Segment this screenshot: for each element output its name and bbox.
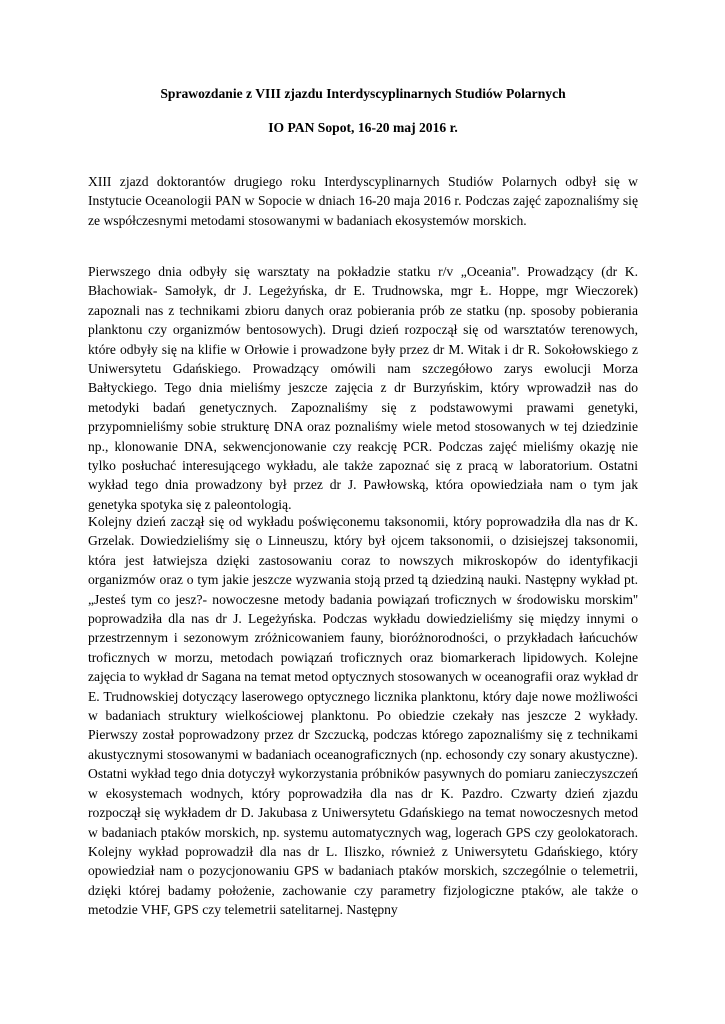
document-title: Sprawozdanie z VIII zjazdu Interdyscyplinarnych Studiów Polarnych [160, 86, 566, 101]
document-subtitle: IO PAN Sopot, 16-20 maj 2016 r. [268, 120, 458, 135]
paragraph-day-three-four [88, 512, 638, 920]
paragraph-text: Pierwszego dnia odbyły się warsztaty na pokładzie statku r/v „Oceania''. Prowadzący (dr K. Błachowiak- Samołyk, dr J. Legeżyńska, dr E. Trudnowska, mgr Ł. Hoppe, mgr Wieczorek) zapoznali nas z technikami zbioru danych oraz pobierania prób ze statku (np. sposoby pobierania planktonu czy organizmów bentosowych). Drugi dzień rozpoczął się od warsztatów terenowych, które odbyły się na klifie w Orłowie i prowadzone były przez dr M. Witak i dr R. Sokołowskiego z Uniwersytetu Gdańskiego. Prowadzący omówili nam szczegółowo zarys ewolucji Morza Bałtyckiego. Tego dnia mieliśmy jeszcze zajęcia z dr Burzyńskim, który wprowadził nas do metodyki badań genetycznych. Zapoznaliśmy się z podstawowymi prawami genetyki, przypomnieliśmy sobie strukturę DNA oraz poznaliśmy wiele metod stosowanych w tej dziedzinie np., klonowanie DNA, sekwencjonowanie czy reakcję PCR. Podczas zajęć mieliśmy okazję nie tylko posłuchać interesującego wykładu, ale także zapoznać się z pracą w laboratorium. Ostatni wykład tego dnia prowadzony był przez dr J. Pawłowską, która opowiedziała nam o tym jak genetyka spotyka się z paleontologią. [88, 264, 638, 512]
paragraph-intro [88, 172, 638, 230]
paragraph-text: Kolejny dzień zaczął się od wykładu poświęconemu taksonomii, który poprowadziła dla nas dr K. Grzelak. Dowiedzieliśmy się o Linneuszu, który był ojcem taksonomii, o dzisiejszej taksonomii, która jest łatwiejsza dzięki zastosowaniu coraz to nowszych mikroskopów do identyfikacji organizmów oraz o tym jakie jeszcze wyzwania stoją przed tą dziedziną nauki. Następny wykład pt. „Jesteś tym co jesz?- nowoczesne metody badania powiązań troficznych w środowisku morskim'' poprowadziła dla nas dr J. Legeżyńska. Podczas wykładu dowiedzieliśmy się między innymi o przestrzennym i sezonowym zróżnicowaniem fauny, bioróżnorodności, o przykładach łańcuchów troficznych w morzu, metodach powiązań troficznych oraz biomarkerach lipidowych. Kolejne zajęcia to wykład dr Sagana na temat metod optycznych stosowanych w oceanografii oraz wykład dr E. Trudnowskiej dotyczący laserowego optycznego licznika planktonu, który daje nowe możliwości w badaniach struktury wielkościowej planktonu. Po obiedzie czekały nas jeszcze 2 wykłady. Pierwszy został poprowadzony przez dr Szczucką, podczas którego zapoznaliśmy się z technikami akustycznymi stosowanymi w badaniach oceanograficznych (np. echosondy czy sonary akustyczne). Ostatni wykład tego dnia dotyczył wykorzystania próbników pasywnych do pomiaru zanieczyszczeń w ekosystemach wodnych, który poprowadziła dla nas dr K. Pazdro. Czwarty dzień zjazdu rozpoczął się wykładem dr D. Jakubasa z Uniwersytetu Gdańskiego na temat nowoczesnych metod w badaniach ptaków morskich, np. systemu automatycznych wag, logerach GPS czy geolokatorach. Kolejny wykład poprowadził dla nas dr L. Iliszko, również z Uniwersytetu Gdańskiego, który opowiedział nam o pozycjonowaniu GPS w badaniach ptaków morskich, szczególnie o telemetrii, dzięki której badamy położenie, zachowanie czy parametry fizjologiczne ptaków, ale także o metodzie VHF, GPS czy telemetrii satelitarnej. Następny [88, 514, 638, 918]
paragraph-day-one-two [88, 262, 638, 514]
paragraph-text: XIII zjazd doktorantów drugiego roku Interdyscyplinarnych Studiów Polarnych odbył się w Instytucie Oceanologii PAN w Sopocie w dniach 16-20 maja 2016 r. Podczas zajęć zapoznaliśmy się ze współczesnymi metodami stosowanymi w badaniach ekosystemów morskich. [88, 174, 638, 228]
